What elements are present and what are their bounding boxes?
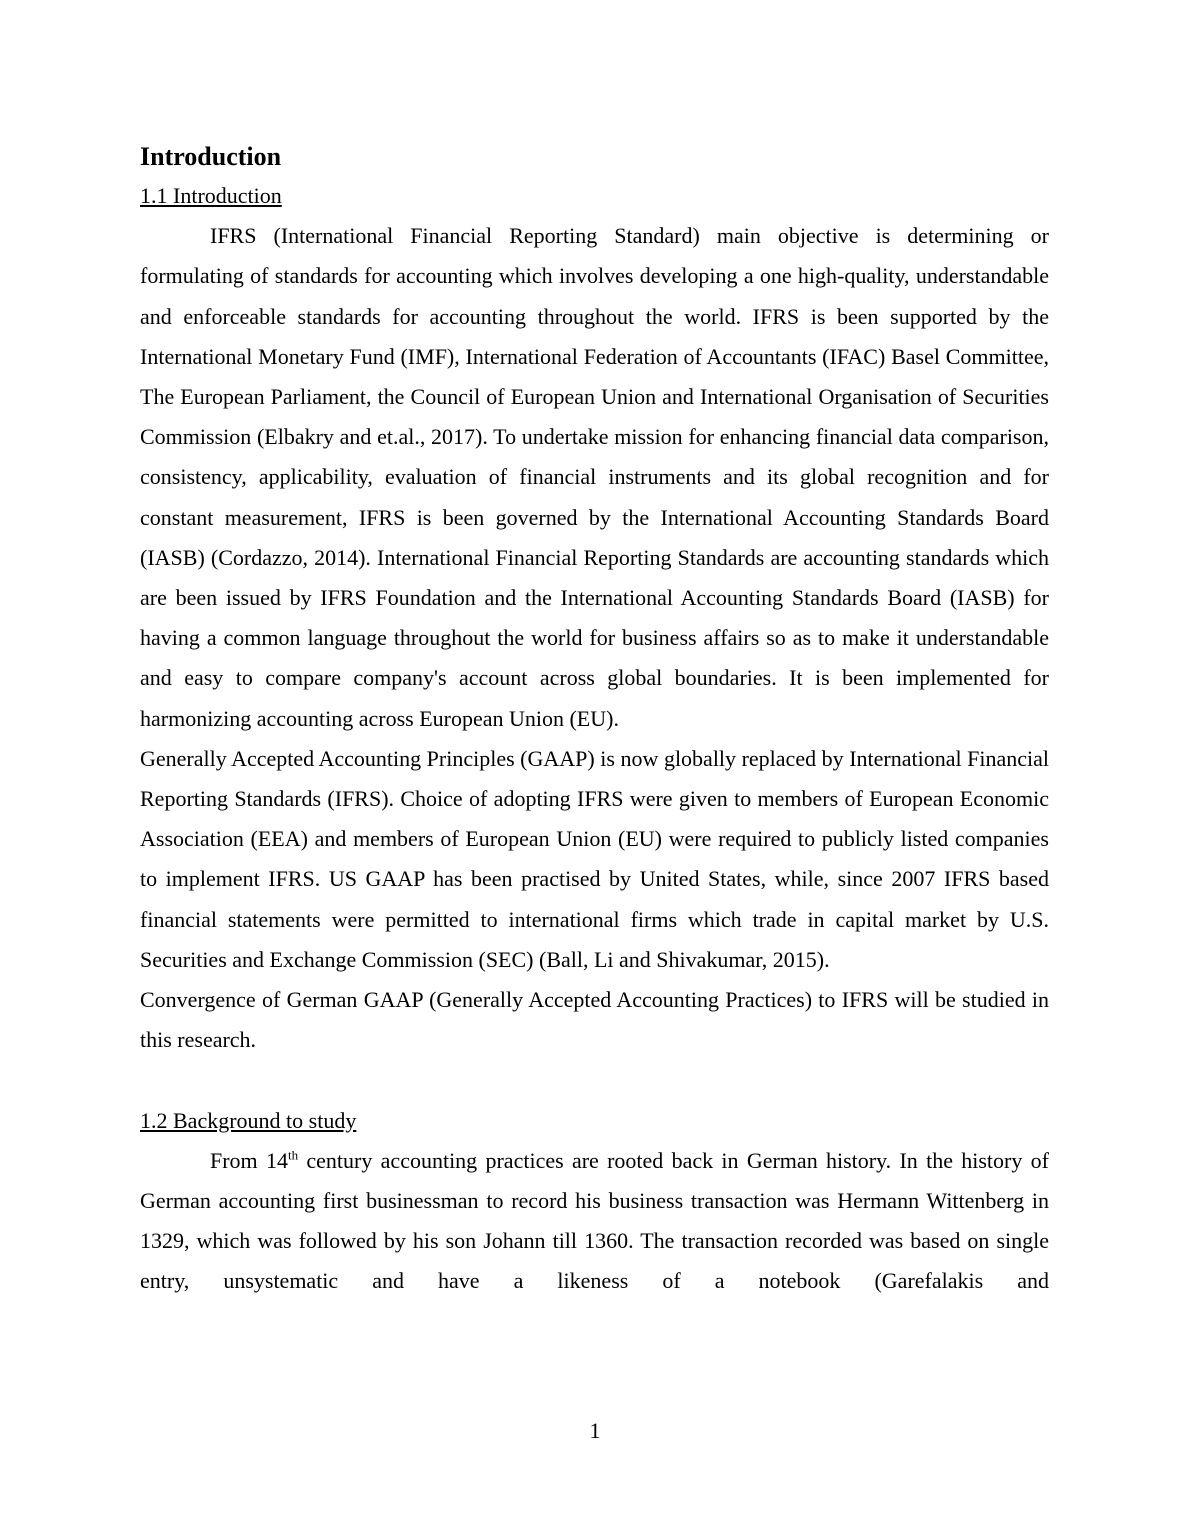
section-title-introduction: 1.1 Introduction <box>140 183 282 208</box>
paragraph-start: From 14 <box>210 1147 288 1173</box>
paragraph <box>140 1141 1049 1302</box>
document-page <box>140 138 1049 1302</box>
section-title-background: 1.2 Background to study <box>140 1107 357 1133</box>
page-heading: Introduction <box>140 142 282 171</box>
paragraph: Generally Accepted Accounting Principles (GAAP) is now globally replaced by International Financial Reporting Standards (IFRS). Choice of adopting IFRS were given to members of European Economic Association (EEA) and members of European Union (EU) were required to publicly listed companies to implement IFRS. US GAAP has been practised by United States, while, since 2007 IFRS based financial statements were permitted to international firms which trade in capital market by U.S. Securities and Exchange Commission (SEC) (Ball, Li and Shivakumar, 2015). <box>140 745 1049 972</box>
page-number: 1 <box>589 1418 601 1443</box>
superscript: th <box>287 1147 299 1163</box>
spacer <box>140 1060 1049 1100</box>
paragraph-rest: century accounting practices are rooted back in German history. In the history of German accounting first businessman to record his business transaction was Hermann Wittenberg in 1329, which was followed by his son Johann till 1360. The transaction recorded was based on single entry, unsystematic and have a likeness of a notebook (Garefalakis and <box>140 1147 1049 1294</box>
paragraph: IFRS (International Financial Reporting Standard) main objective is determining or formulating of standards for accounting which involves developing a one high-quality, understandable and enforceable standards for accounting throughout the world. IFRS is been supported by the International Monetary Fund (IMF), International Federation of Accountants (IFAC) Basel Committee, The European Parliament, the Council of European Union and International Organisation of Securities Commission (Elbakry and et.al., 2017). To undertake mission for enhancing financial data comparison, consistency, applicability, evaluation of financial instruments and its global recognition and for constant measurement, IFRS is been governed by the International Accounting Standards Board (IASB) (Cordazzo, 2014). International Financial Reporting Standards are accounting standards which are been issued by IFRS Foundation and the International Accounting Standards Board (IASB) for having a common language throughout the world for business affairs so as to make it understandable and easy to compare company's account across global boundaries. It is been implemented for harmonizing accounting across European Union (EU). <box>140 223 1049 731</box>
paragraph: Convergence of German GAAP (Generally Accepted Accounting Practices) to IFRS will be studied in this research. <box>140 987 1049 1053</box>
